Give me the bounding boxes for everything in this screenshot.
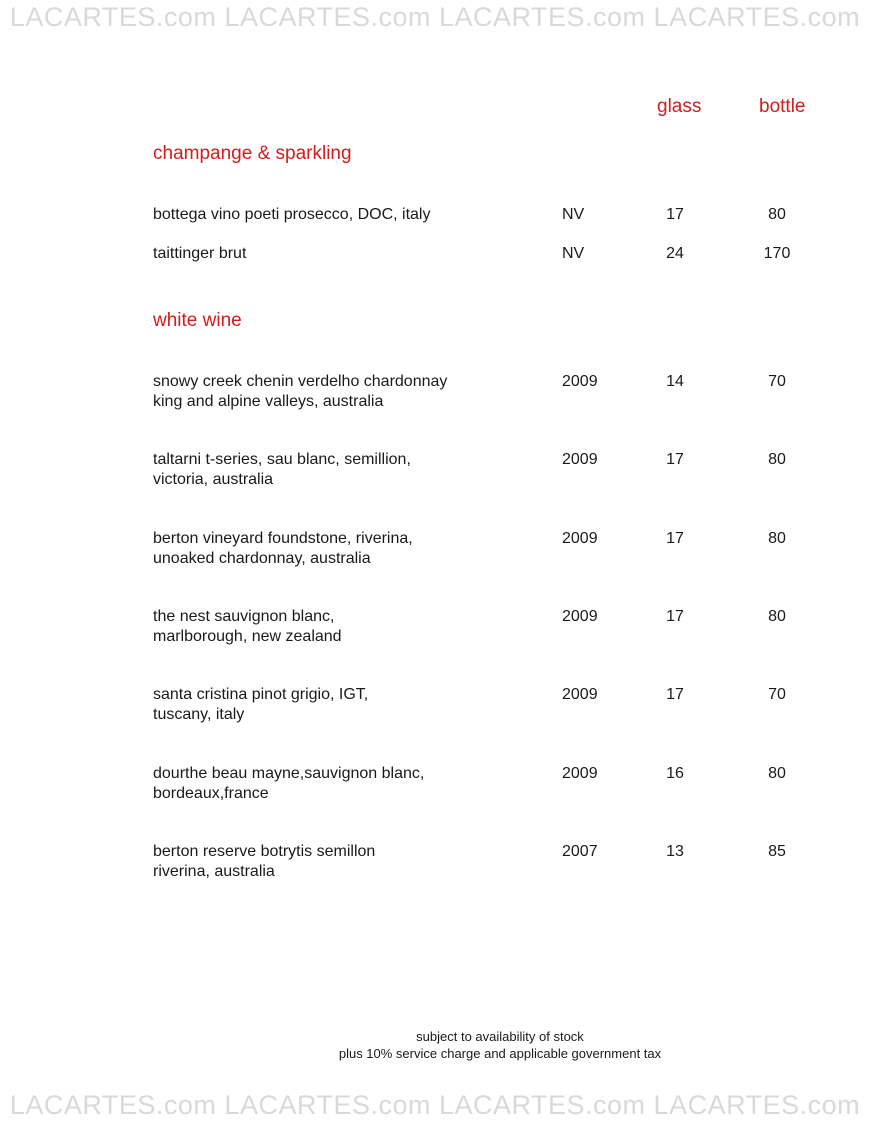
wine-region-line: tuscany, italy — [153, 706, 245, 723]
price-glass: 14 — [666, 373, 684, 390]
price-glass: 13 — [666, 843, 684, 860]
wine-vintage: 2009 — [562, 765, 598, 782]
wine-region-line: king and alpine valleys, australia — [153, 393, 384, 410]
price-glass: 17 — [666, 206, 684, 223]
watermark-bottom: LACARTES.com LACARTES.com LACARTES.com LACARTES.com — [9, 1090, 861, 1120]
price-bottle: 80 — [768, 608, 786, 625]
wine-name-line: the nest sauvignon blanc, — [153, 608, 335, 625]
footer-tax-note: plus 10% service charge and applicable government tax — [338, 1046, 662, 1061]
price-bottle: 80 — [768, 530, 786, 547]
wine-vintage: 2009 — [562, 373, 598, 390]
wine-name — [153, 764, 543, 804]
wine-name-line: berton reserve botrytis semillon — [153, 843, 376, 860]
wine-region-line: marlborough, new zealand — [153, 628, 342, 645]
wine-region-line: victoria, australia — [153, 471, 274, 488]
wine-region-line: riverina, australia — [153, 863, 275, 880]
price-glass: 16 — [666, 765, 684, 782]
wine-vintage: 2007 — [562, 843, 598, 860]
wine-name — [153, 607, 543, 647]
wine-name — [153, 685, 543, 725]
price-bottle: 170 — [763, 245, 791, 262]
wine-name-line: taittinger brut — [153, 245, 247, 262]
price-glass: 17 — [666, 608, 684, 625]
wine-vintage: NV — [562, 206, 585, 223]
wine-name-line: bottega vino poeti prosecco, DOC, italy — [153, 206, 431, 223]
wine-name-line: snowy creek chenin verdelho chardonnay — [153, 373, 448, 390]
price-bottle: 70 — [768, 373, 786, 390]
footer-stock-note: subject to availability of stock — [416, 1029, 584, 1044]
wine-name — [153, 205, 543, 225]
wine-name-line: taltarni t-series, sau blanc, semillion, — [153, 451, 411, 468]
price-glass: 24 — [666, 245, 684, 262]
wine-vintage: 2009 — [562, 530, 598, 547]
wine-name-line: santa cristina pinot grigio, IGT, — [153, 686, 369, 703]
wine-name — [153, 372, 543, 412]
wine-name — [153, 450, 543, 490]
price-bottle: 70 — [768, 686, 786, 703]
wine-region-line: bordeaux,france — [153, 785, 269, 802]
wine-vintage: 2009 — [562, 608, 598, 625]
price-glass: 17 — [666, 686, 684, 703]
wine-name-line: berton vineyard foundstone, riverina, — [153, 530, 413, 547]
price-bottle: 80 — [768, 451, 786, 468]
price-bottle: 80 — [768, 206, 786, 223]
wine-region-line: unoaked chardonnay, australia — [153, 550, 371, 567]
section-title-white-wine: white wine — [153, 310, 242, 331]
column-header-glass: glass — [657, 96, 702, 117]
wine-name-line: dourthe beau mayne,sauvignon blanc, — [153, 765, 425, 782]
wine-name — [153, 529, 543, 569]
column-header-bottle: bottle — [759, 96, 806, 117]
price-glass: 17 — [666, 451, 684, 468]
wine-vintage: 2009 — [562, 451, 598, 468]
wine-vintage: 2009 — [562, 686, 598, 703]
footer-note — [200, 1028, 800, 1062]
wine-vintage: NV — [562, 245, 585, 262]
wine-name — [153, 842, 543, 882]
section-title-sparkling: champange & sparkling — [153, 143, 352, 164]
wine-name — [153, 244, 543, 264]
price-bottle: 85 — [768, 843, 786, 860]
price-bottle: 80 — [768, 765, 786, 782]
watermark-top: LACARTES.com LACARTES.com LACARTES.com LACARTES.com — [9, 2, 861, 32]
price-glass: 17 — [666, 530, 684, 547]
